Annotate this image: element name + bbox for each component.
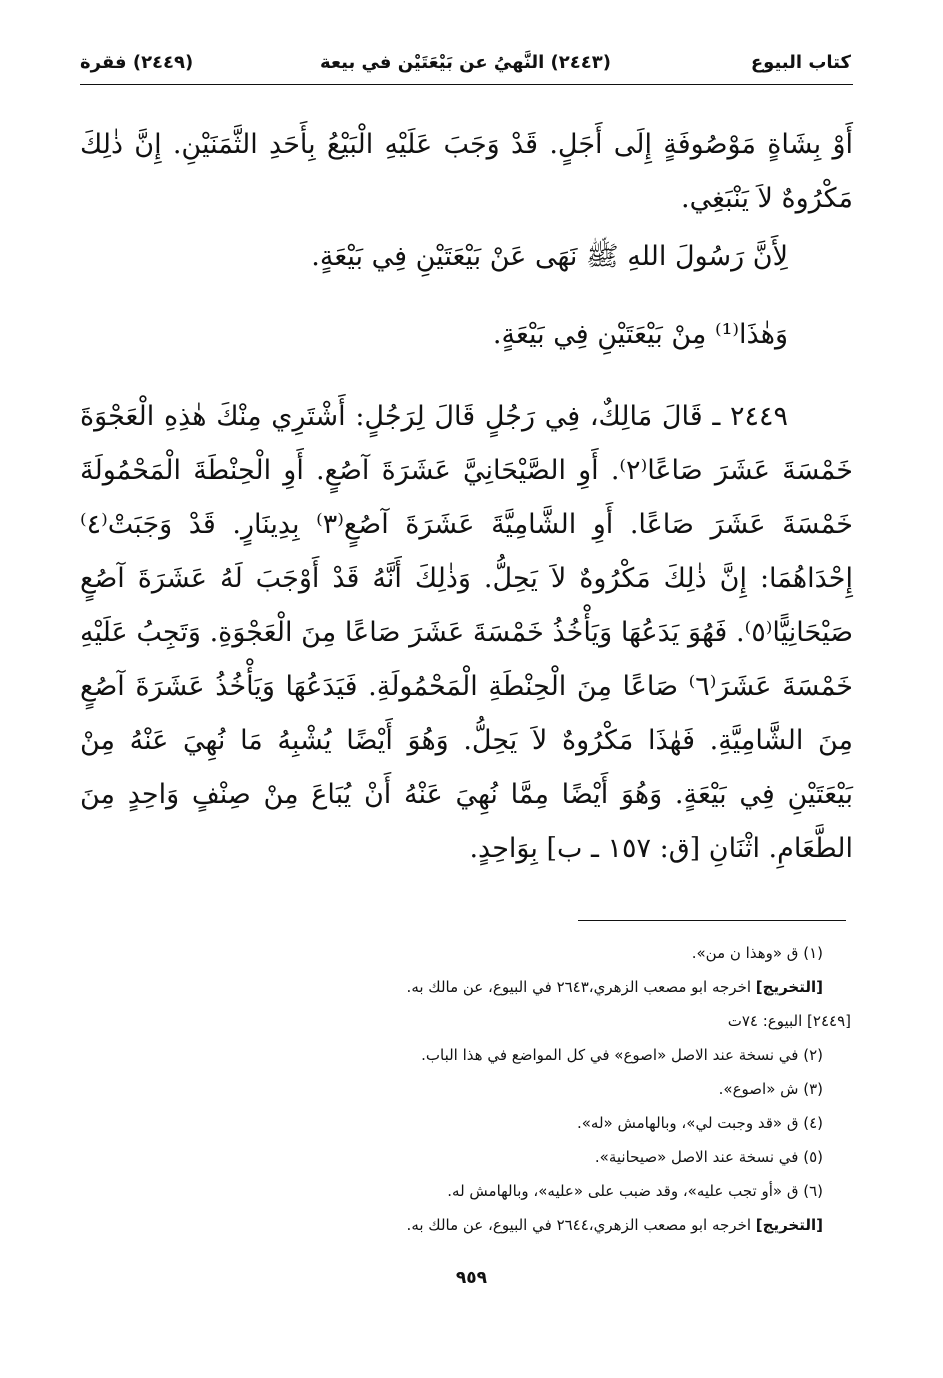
footnote-text: (١) ق «وهذا ن من».: [691, 944, 823, 962]
footnote-item: [80, 1140, 851, 1174]
footnote-text: (٢) في نسخة عند الاصل «اصوع» في كل المواضع في هذا الباب.: [421, 1046, 823, 1064]
footnote-item: [80, 1106, 851, 1140]
footnote-item: [80, 1174, 851, 1208]
paragraph-note: وَهٰذَا⁽¹⁾ مِنْ بَيْعَتَيْنِ فِي بَيْعَةٍ.: [492, 319, 788, 350]
footnote-label: [التخريج]: [755, 978, 823, 996]
footnote-item: [80, 1208, 851, 1242]
paragraph-2449: ٢٤٤٩ ـ قَالَ مَالِكٌ، فِي رَجُلٍ قَالَ لِرَجُلٍ: أَشْتَرِي مِنْكَ هٰذِهِ الْعَجْوَةَ خَمْسَةَ عَشَرَ صَاعًا⁽٢⁾. أَوِ الصَّيْحَانِيَّ عَشَرَةَ آصُعٍ. أَوِ الْحِنْطَةَ الْمَحْمُولَةَ خَمْسَةَ عَشَرَ صَاعًا. أَوِ الشَّامِيَّةَ عَشَرَةَ آصُعٍ⁽٣⁾ بِدِينَارٍ. قَدْ وَجَبَتْ⁽٤⁾ إِحْدَاهُمَا: إِنَّ ذٰلِكَ مَكْرُوهٌ لاَ يَحِلُّ. وَذٰلِكَ أَنَّهُ قَدْ أَوْجَبَ لَهُ عَشَرَةَ آصُعٍ صَيْحَانِيًّا⁽٥⁾. فَهُوَ يَدَعُهَا وَيَأْخُذُ خَمْسَةَ عَشَرَ صَاعًا مِنَ الْعَجْوَةِ. وَتَجِبُ عَلَيْهِ خَمْسَةَ عَشَرَ⁽٦⁾ صَاعًا مِنَ الْحِنْطَةِ الْمَحْمُولَةِ. فَيَدَعُهَا وَيَأْخُذُ عَشَرَةَ آصُعٍ مِنَ الشَّامِيَّةِ. فَهٰذَا مَكْرُوهٌ لاَ يَحِلُّ. وَهُوَ أَيْضًا يُشْبِهُ مَا نُهِيَ عَنْهُ مِنْ بَيْعَتَيْنِ فِي بَيْعَةٍ. وَهُوَ أَيْضًا مِمَّا نُهِيَ عَنْهُ أَنْ يُبَاعَ مِنْ صِنْفٍ وَاحِدٍ مِنَ الطَّعَامِ. اثْنَانِ [ق: ١٥٧ ـ ب] بِوَاحِدٍ.: [80, 401, 854, 864]
header-paragraph-number: (٢٤٤٩) فقرة: [80, 52, 194, 73]
header-book-title: كتاب البيوع: [750, 52, 851, 73]
footnote-item: [80, 936, 851, 970]
header-divider: [80, 84, 853, 85]
page-number: ٩٥٩: [455, 1268, 488, 1288]
paragraph-continuation: أَوْ بِشَاةٍ مَوْصُوفَةٍ إِلَى أَجَلٍ. قَدْ وَجَبَ عَلَيْهِ الْبَيْعُ بِأَحَدِ الثَّمَنَيْنِ. إِنَّ ذٰلِكَ مَكْرُوهٌ لاَ يَنْبَغِي.: [80, 129, 853, 214]
footnote-text: (٥) في نسخة عند الاصل «صيحانية».: [594, 1148, 823, 1166]
footnote-text: (٤) ق «قد وجبت لي»، وبالهامش «له».: [576, 1114, 823, 1132]
footnotes: [80, 936, 851, 1242]
footnote-text: (٦) ق «أو تجب عليه»، وقد ضبب على «عليه»، وبالهامش له.: [447, 1182, 823, 1200]
footnote-label: [التخريج]: [755, 1216, 823, 1234]
footnote-item: [80, 970, 851, 1004]
main-text: [80, 118, 853, 876]
footnote-text: [٢٤٤٩] البيوع: ٧٤ت: [727, 1012, 851, 1030]
footnote-text: (٣) ش «اصوع».: [718, 1080, 823, 1098]
footnote-item: [80, 1038, 851, 1072]
footnote-divider: [578, 920, 846, 921]
header-chapter-title: (٢٤٤٣) النَّهيُ عن بَيْعَتَيْن في بيعة: [320, 52, 611, 73]
paragraph-hadith: لِأَنَّ رَسُولَ اللهِ ﷺ نَهَى عَنْ بَيْعَتَيْنِ فِي بَيْعَةٍ.: [311, 241, 788, 272]
footnote-item: [80, 1004, 851, 1038]
footnote-item: [80, 1072, 851, 1106]
footnote-text: اخرجه ابو مصعب الزهري،٢٦٤٤ في البيوع، عن مالك به.: [406, 1216, 756, 1234]
footnote-text: اخرجه ابو مصعب الزهري،٢٦٤٣ في البيوع، عن مالك به.: [406, 978, 756, 996]
running-header: [80, 46, 851, 86]
